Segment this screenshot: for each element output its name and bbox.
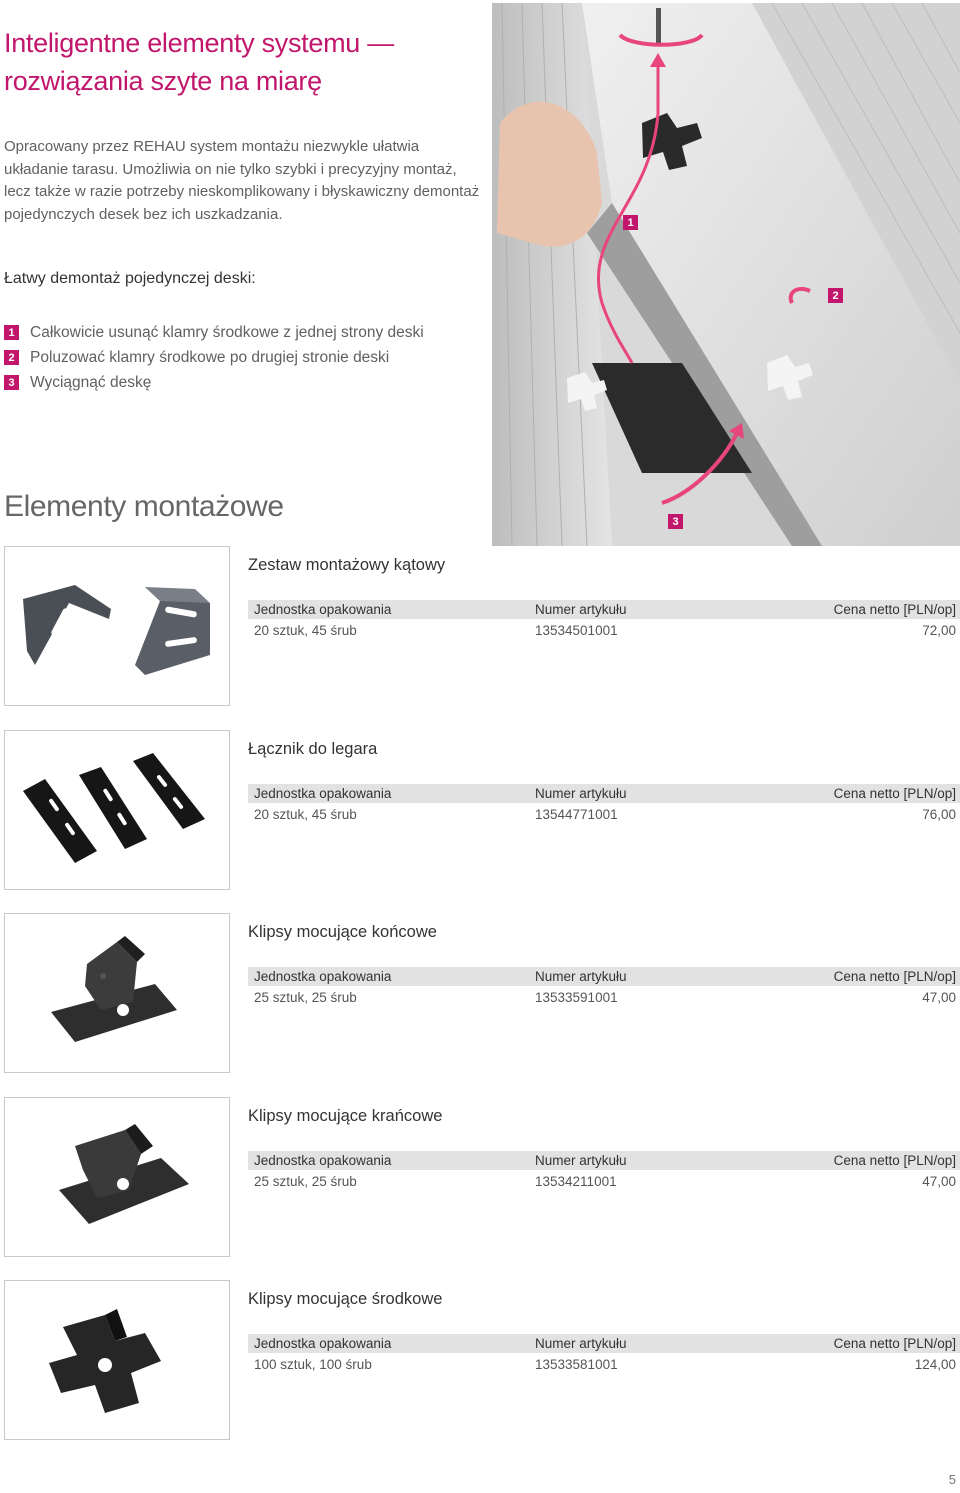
step-3: [4, 370, 424, 395]
dismantle-heading: Łatwy demontaż pojedynczej deski:: [4, 270, 256, 287]
header-article: Numer artykułu: [535, 786, 627, 801]
cell-price: 72,00: [922, 623, 956, 638]
cell-article: 13533581001: [535, 1357, 618, 1372]
intro-paragraph: [4, 136, 484, 226]
step-text: Poluzować klamry środkowe po drugiej stronie deski: [30, 348, 390, 366]
header-price: Cena netto [PLN/op]: [833, 786, 956, 801]
product-name: Klipsy mocujące środkowe: [248, 1290, 443, 1308]
product-card: [4, 1280, 960, 1440]
header-article: Numer artykułu: [535, 969, 627, 984]
step-2: [4, 345, 424, 370]
step-number-badge: 1: [4, 325, 19, 340]
table-header: [248, 967, 960, 986]
header-unit: Jednostka opakowania: [254, 969, 392, 984]
step-number-badge: 2: [4, 350, 19, 365]
cell-article: 13533591001: [535, 990, 618, 1005]
product-name: Klipsy mocujące krańcowe: [248, 1107, 443, 1125]
angle-bracket-icon: [5, 547, 231, 707]
photo-badge-2: 2: [828, 288, 843, 303]
header-unit: Jednostka opakowania: [254, 602, 392, 617]
table-header: [248, 1334, 960, 1353]
product-card: [4, 546, 960, 706]
product-name: Zestaw montażowy kątowy: [248, 556, 446, 574]
intro-line-2: układanie tarasu. Umożliwia on nie tylko szybki i precyzyjny montaż,: [4, 160, 457, 178]
product-card: [4, 1097, 960, 1257]
header-article: Numer artykułu: [535, 1153, 627, 1168]
cell-price: 47,00: [922, 990, 956, 1005]
table-row: [248, 1172, 960, 1191]
table-row: [248, 805, 960, 824]
cell-unit: 20 sztuk, 45 śrub: [254, 807, 357, 822]
header-price: Cena netto [PLN/op]: [833, 602, 956, 617]
table-header: [248, 1151, 960, 1170]
cell-price: 76,00: [922, 807, 956, 822]
intro-line-3: lecz także w razie potrzeby nieskomplikowany i błyskawiczny demontaż: [4, 183, 480, 200]
header-price: Cena netto [PLN/op]: [833, 1336, 956, 1351]
title-line-1: Inteligentne elementy systemu —: [4, 28, 394, 58]
header-unit: Jednostka opakowania: [254, 786, 392, 801]
product-card: [4, 730, 960, 890]
cell-article: 13534211001: [535, 1174, 617, 1189]
step-text: Wyciągnąć deskę: [30, 373, 152, 391]
intro-line-4: pojedynczych desek bez ich uszkadzania.: [4, 205, 283, 223]
header-price: Cena netto [PLN/op]: [833, 969, 956, 984]
product-name: Łącznik do legara: [248, 740, 378, 758]
joist-connector-icon: [5, 731, 231, 891]
product-image: [4, 730, 230, 890]
header-price: Cena netto [PLN/op]: [833, 1153, 956, 1168]
photo-badge-1: 1: [623, 215, 638, 230]
step-1: [4, 320, 424, 345]
table-row: [248, 988, 960, 1007]
cell-unit: 25 sztuk, 25 śrub: [254, 1174, 357, 1189]
middle-clip-icon: [5, 1281, 231, 1441]
step-number-badge: 3: [4, 375, 19, 390]
product-name: Klipsy mocujące końcowe: [248, 923, 437, 941]
title-line-2: rozwiązania szyte na miarę: [4, 66, 322, 96]
product-image: [4, 913, 230, 1073]
cell-unit: 20 sztuk, 45 śrub: [254, 623, 357, 638]
cell-article: 13534501001: [535, 623, 618, 638]
header-unit: Jednostka opakowania: [254, 1153, 392, 1168]
cell-unit: 100 sztuk, 100 śrub: [254, 1357, 372, 1372]
end-clip-icon: [5, 914, 231, 1074]
header-article: Numer artykułu: [535, 1336, 627, 1351]
cell-price: 124,00: [914, 1357, 956, 1372]
cell-unit: 25 sztuk, 25 śrub: [254, 990, 357, 1005]
edge-clip-icon: [5, 1098, 231, 1258]
page-number: 5: [948, 1472, 956, 1487]
cell-price: 47,00: [922, 1174, 956, 1189]
table-header: [248, 784, 960, 803]
product-image: [4, 1097, 230, 1257]
dismantle-steps: [4, 320, 424, 395]
product-image: [4, 546, 230, 706]
table-header: [248, 600, 960, 619]
step-text: Całkowicie usunąć klamry środkowe z jednej strony deski: [30, 323, 424, 341]
intro-line-1: Opracowany przez REHAU system montażu niezwykle ułatwia: [4, 138, 420, 155]
product-card: [4, 913, 960, 1073]
cell-article: 13544771001: [535, 807, 618, 822]
page-title: [4, 24, 474, 100]
table-row: [248, 1355, 960, 1374]
table-row: [248, 621, 960, 640]
section-title: Elementy montażowe: [4, 490, 284, 523]
photo-badge-3: 3: [668, 514, 683, 529]
decking-dismantle-photo: [492, 3, 960, 546]
header-article: Numer artykułu: [535, 602, 627, 617]
header-unit: Jednostka opakowania: [254, 1336, 392, 1351]
product-image: [4, 1280, 230, 1440]
